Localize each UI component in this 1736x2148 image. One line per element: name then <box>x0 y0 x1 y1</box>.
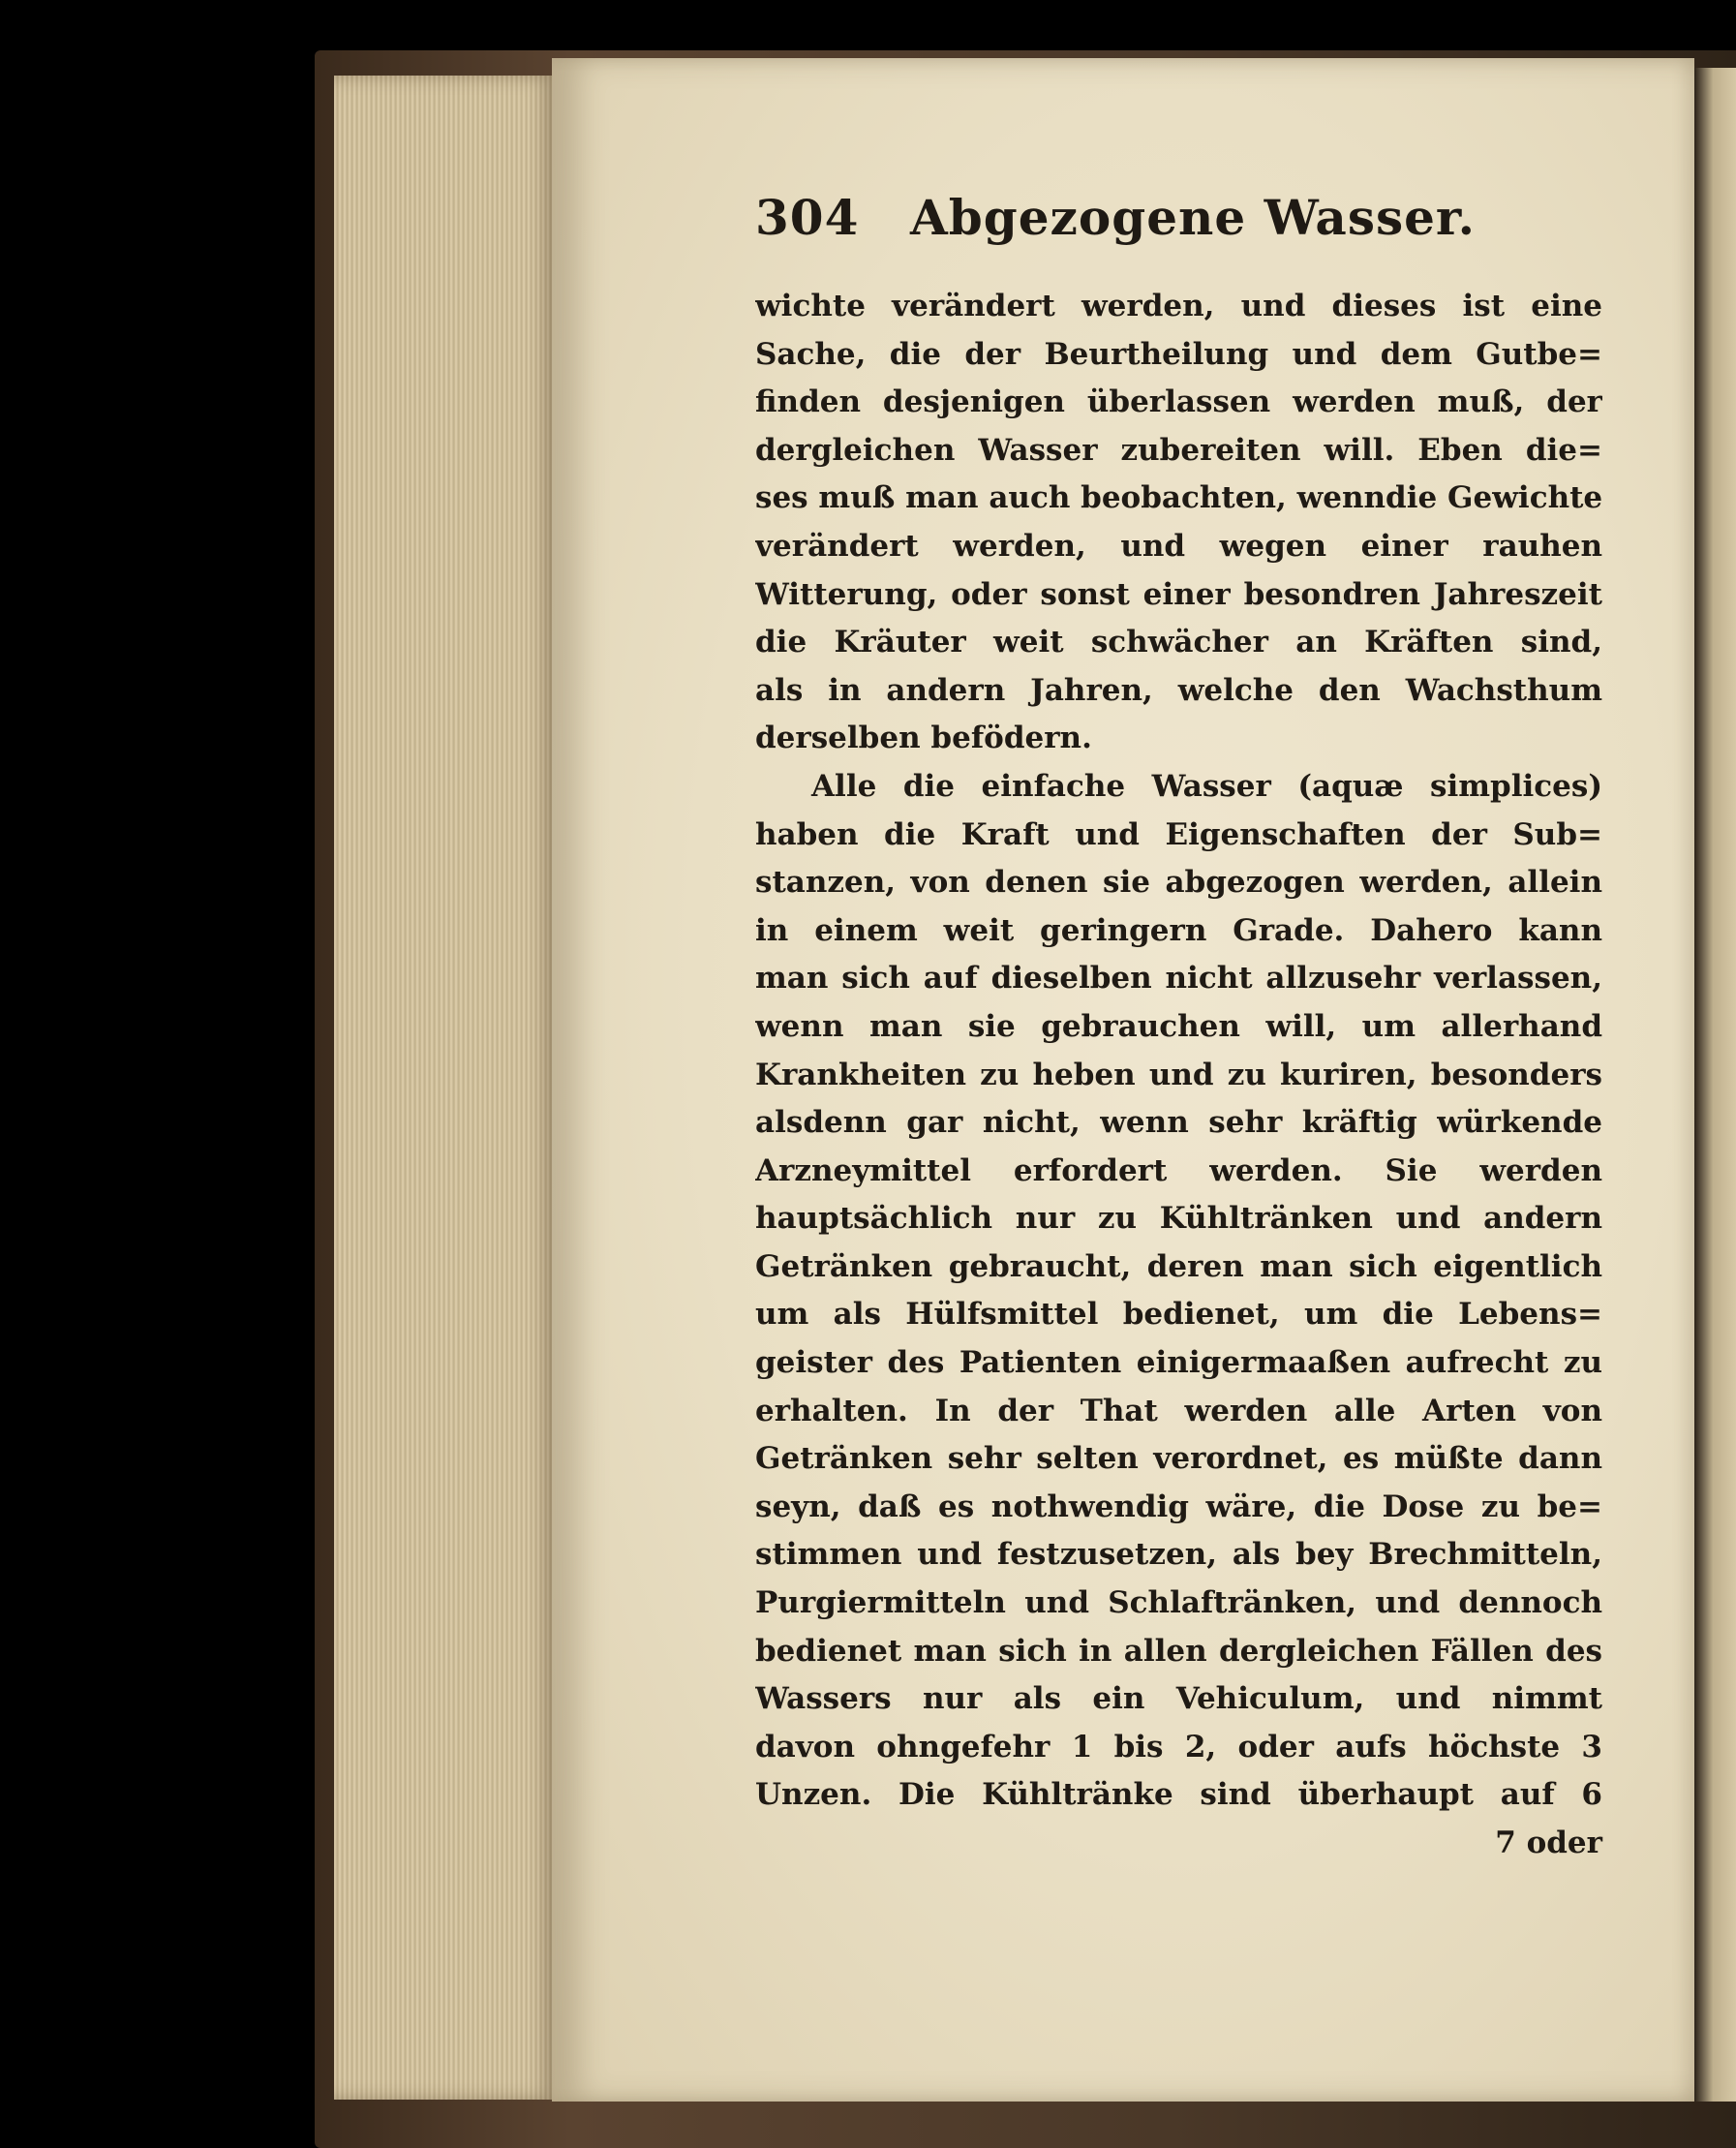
text-line: alsdenn gar nicht, wenn sehr kräftig würkende <box>755 1105 1602 1141</box>
text-line: seyn, daß es nothwendig wäre, die Dose zu be= <box>755 1488 1602 1524</box>
page-number: 304 <box>755 189 860 246</box>
catchword: 7 oder <box>1495 1826 1602 1860</box>
next-page-edge <box>1694 68 1736 2102</box>
text-line: man sich auf dieselben nicht allzusehr verlassen, <box>755 961 1602 997</box>
text-line: verändert werden, und wegen einer rauhen <box>755 528 1602 564</box>
text-line: Wassers nur als ein Vehiculum, und nimmt <box>755 1681 1602 1717</box>
text-line: Getränken sehr selten verordnet, es müßte dann <box>755 1441 1602 1477</box>
text-line: derselben befödern. <box>755 721 1092 756</box>
body-text <box>755 283 1602 1868</box>
text-line: stanzen, von denen sie abgezogen werden, allein <box>755 865 1602 901</box>
text-line: stimmen und festzusetzen, als bey Brechmitteln, <box>755 1537 1602 1573</box>
running-title: Abgezogene Wasser. <box>910 189 1477 246</box>
text-line: bedienet man sich in allen dergleichen Fällen des <box>755 1633 1602 1669</box>
text-line: Krankheiten zu heben und zu kuriren, besonders <box>755 1057 1602 1092</box>
text-line: als in andern Jahren, welche den Wachsthum <box>755 672 1602 708</box>
text-line: hauptsächlich nur zu Kühltränken und andern <box>755 1201 1602 1237</box>
text-line: Alle die einfache Wasser (aquæ simplices) <box>811 768 1602 804</box>
page-edges <box>334 76 557 2100</box>
text-line: geister des Patienten einigermaaßen aufrecht zu <box>755 1345 1602 1381</box>
text-line: davon ohngefehr 1 bis 2, oder aufs höchste 3 <box>755 1729 1602 1764</box>
text-line: haben die Kraft und Eigenschaften der Sub= <box>755 816 1602 852</box>
text-line: in einem weit geringern Grade. Dahero kann <box>755 912 1602 948</box>
text-line: ses muß man auch beobachten, wenndie Gewichte <box>755 480 1602 516</box>
text-line: Unzen. Die Kühltränke sind überhaupt auf 6 <box>755 1777 1602 1813</box>
text-line: wenn man sie gebrauchen will, um allerhand <box>755 1008 1602 1044</box>
text-line: wichte verändert werden, und dieses ist eine <box>755 289 1602 323</box>
text-line: Sache, die der Beurtheilung und dem Gutbe= <box>755 336 1602 372</box>
text-line: finden desjenigen überlassen werden muß, der <box>755 384 1602 420</box>
text-line: Arzneymittel erfordert werden. Sie werden <box>755 1152 1602 1188</box>
text-line: erhalten. In der That werden alle Arten von <box>755 1393 1602 1428</box>
page-header <box>755 189 1607 266</box>
text-line: die Kräuter weit schwächer an Kräften sind, <box>755 625 1602 660</box>
text-line: Witterung, oder sonst einer besondren Jahreszeit <box>755 576 1602 612</box>
text-line: dergleichen Wasser zubereiten will. Eben die= <box>755 432 1602 468</box>
text-line: um als Hülfsmittel bedienet, um die Lebens= <box>755 1297 1602 1333</box>
text-line: Getränken gebraucht, deren man sich eigentlich <box>755 1248 1602 1284</box>
text-line: Purgiermitteln und Schlaftränken, und dennoch <box>755 1585 1602 1621</box>
